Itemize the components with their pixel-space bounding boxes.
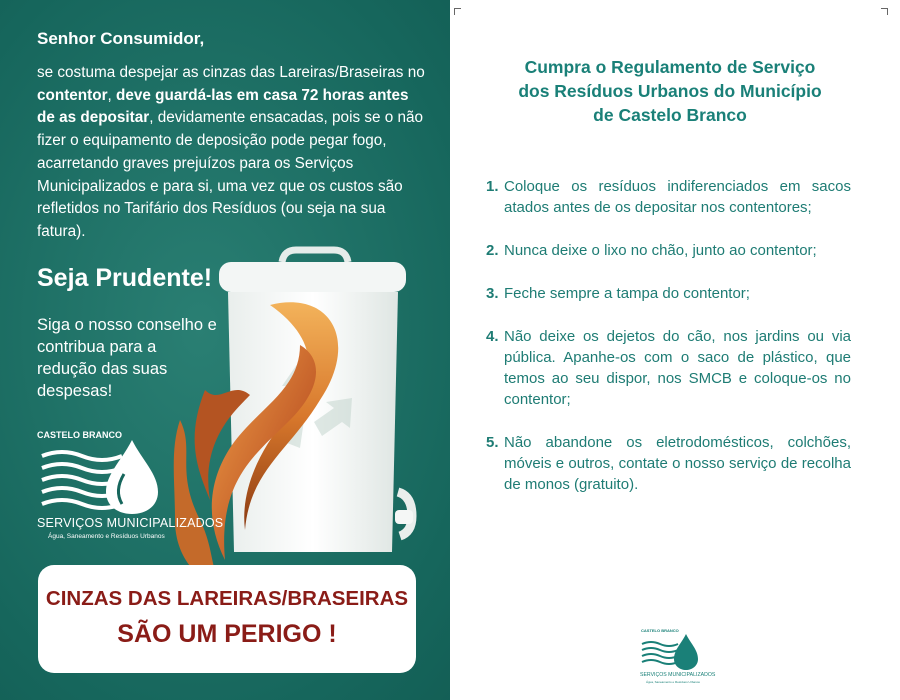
logo-subtitle: Água, Saneamento e Resíduos Urbanos bbox=[48, 533, 165, 540]
title-line: Cumpra o Regulamento de Serviço bbox=[524, 57, 816, 77]
rule-text: Coloque os resíduos indiferenciados em sacos atados antes de os depositar nos contentores; bbox=[504, 178, 851, 216]
rule-number: 2. bbox=[486, 242, 499, 259]
logo-waves-drop-icon bbox=[34, 434, 164, 516]
rule-text: Não deixe os dejetos do cão, nos jardins ou via pública. Apanhe-os com o saco de plástico, que temos ao seu dispor, nos SMCB e coloque-os no contentor; bbox=[504, 328, 851, 408]
title-line: dos Resíduos Urbanos do Município bbox=[518, 81, 822, 101]
logo-name: SERVIÇOS MUNICIPALIZADOS bbox=[640, 672, 716, 678]
advice-text: Siga o nosso conselho e contribua para a redução das suas despesas! bbox=[37, 316, 217, 400]
rule-item bbox=[486, 283, 851, 304]
intro-text-3: , devidamente ensacadas, pois se o não fizer o equipamento de deposição pode pegar fogo, acarretando graves prejuízos para os Serviços Municipalizados e para si, uma vez que os custos são refletidos no Tarifário dos Resíduos (ou seja na sua fatura). bbox=[37, 109, 424, 240]
logo-subtitle: Água, Saneamento e Resíduos Urbanos bbox=[646, 680, 700, 684]
heading-seja-prudente: Seja Prudente! bbox=[37, 264, 213, 292]
intro-bold-1: contentor bbox=[37, 86, 108, 104]
warning-banner bbox=[38, 565, 416, 673]
rules-list bbox=[486, 176, 851, 495]
greeting: Senhor Consumidor, bbox=[37, 29, 205, 48]
rule-number: 3. bbox=[486, 285, 499, 302]
crop-mark-top-left bbox=[454, 8, 461, 15]
intro-text-2: , bbox=[107, 86, 117, 104]
title-line: de Castelo Branco bbox=[593, 105, 747, 125]
smcb-logo-right bbox=[640, 628, 716, 688]
rule-number: 1. bbox=[486, 178, 499, 195]
rule-text: Feche sempre a tampa do contentor; bbox=[504, 285, 750, 302]
smcb-logo-left bbox=[34, 430, 224, 550]
logo-name: SERVIÇOS MUNICIPALIZADOS bbox=[37, 516, 224, 530]
banner-line-2: SÃO UM PERIGO ! bbox=[117, 620, 337, 648]
intro-bold-2: deve guardá-las em casa 72 horas antes de as depositar bbox=[37, 86, 409, 127]
banner-line-1: CINZAS DAS LAREIRAS/BRASEIRAS bbox=[45, 587, 409, 610]
logo-top-text: CASTELO BRANCO bbox=[37, 430, 122, 440]
logo-waves-drop-icon bbox=[640, 632, 700, 672]
rule-item bbox=[486, 240, 851, 261]
rule-item bbox=[486, 176, 851, 218]
rule-item bbox=[486, 326, 851, 410]
rule-text: Nunca deixe o lixo no chão, junto ao contentor; bbox=[504, 242, 817, 259]
right-panel bbox=[450, 0, 900, 700]
rule-item bbox=[486, 432, 851, 495]
rule-number: 4. bbox=[486, 328, 499, 345]
logo-top-text: CASTELO BRANCO bbox=[641, 628, 679, 633]
regulation-title bbox=[450, 55, 890, 127]
intro-text-1: se costuma despejar as cinzas das Lareiras/Braseiras no bbox=[37, 64, 425, 81]
rule-number: 5. bbox=[486, 434, 499, 451]
rule-text: Não abandone os eletrodomésticos, colchões, móveis e outros, contate o nosso serviço de recolha de monos (gratuito). bbox=[504, 434, 851, 493]
crop-mark-top-right bbox=[881, 8, 888, 15]
